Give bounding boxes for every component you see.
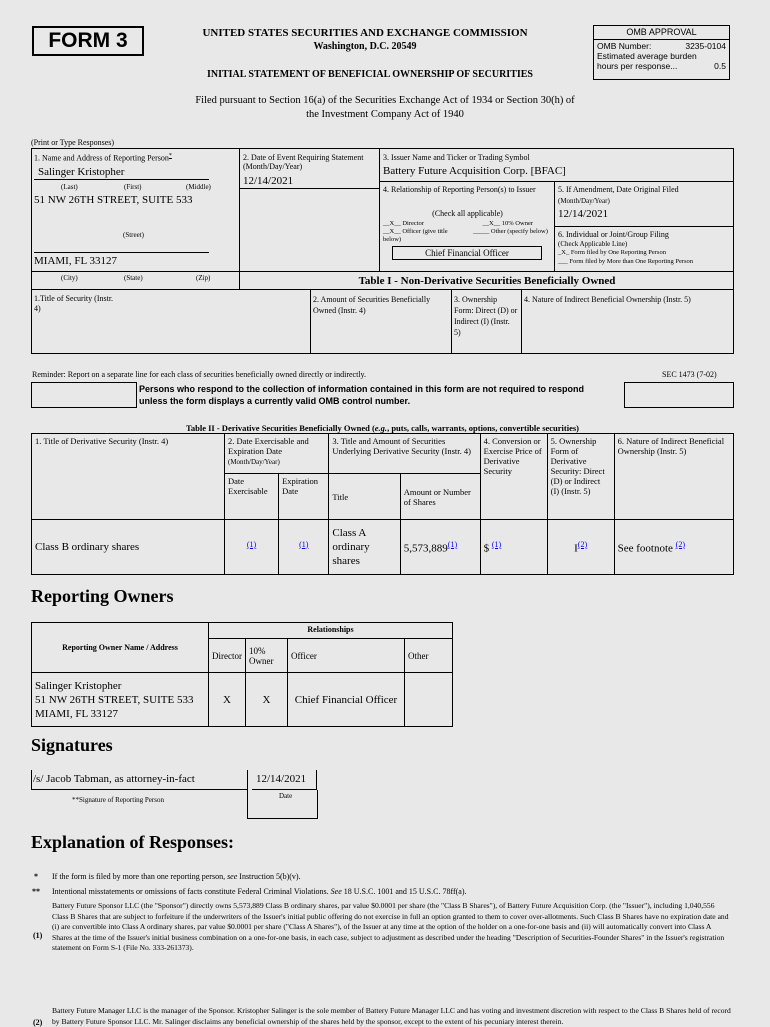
- box4-check: (Check all applicable): [432, 209, 503, 218]
- table1-title: Table I - Non-Derivative Securities Beneficially Owned: [240, 271, 734, 290]
- box2-label: 2. Date of Event Requiring Statement (Month/Day/Year): [243, 153, 364, 171]
- box5-label-small: (Month/Day/Year): [558, 197, 610, 205]
- one-person-filing: _X_ Form filed by One Reporting Person: [558, 249, 666, 256]
- officer-header: Officer: [288, 639, 405, 673]
- omb-burden-2: hours per response...: [597, 61, 678, 71]
- box6-label-small: (Check Applicable Line): [558, 240, 628, 248]
- box1-label-star: *: [168, 153, 172, 159]
- t2-row-nature: See footnote: [617, 542, 673, 555]
- relationships-header: Relationships: [209, 623, 453, 639]
- t2-row-form: I: [574, 542, 578, 555]
- box1: [31, 148, 240, 290]
- director-check: __X__ Director: [383, 220, 424, 227]
- box3: [380, 148, 734, 182]
- fn1-link[interactable]: (1): [447, 539, 458, 549]
- t2-row-amount: 5,573,889: [403, 542, 448, 555]
- statement-title: INITIAL STATEMENT OF BENEFICIAL OWNERSHIP OF SECURITIES: [206, 69, 533, 80]
- signatures-heading: Signatures: [31, 735, 113, 755]
- persons-notice-1: Persons who respond to the collection of information contained in this form are not required to respond: [139, 384, 585, 394]
- box5: [555, 182, 734, 227]
- t2-title: Title: [329, 474, 400, 520]
- form-title: FORM 3: [48, 29, 128, 52]
- table-row: [32, 673, 453, 727]
- table-row: [32, 520, 734, 575]
- box3-label: 3. Issuer Name and Ticker or Trading Symbol: [383, 153, 530, 162]
- table1-col2: 2. Amount of Securities Beneficially Owned (Instr. 4): [313, 295, 431, 315]
- fn1-link[interactable]: (1): [299, 539, 309, 549]
- omb-burden-1: Estimated average burden: [597, 51, 697, 61]
- fn2-text: Battery Future Manager LLC is the manager of the Sponsor. Kristopher Salinger is the sole member of Battery Future Manager LLC and has voting and investment discretion with respect to the Class B Shares held of record by Battery Future Sponsor LLC. Mr. Salinger disclaims any beneficial ownership of the shares held by the sponsor, except to the extent of his pecuniary interest therein.: [52, 1006, 731, 1026]
- table1-col3: 3. Ownership Form: Direct (D) or Indirect (I) (Instr. 5): [454, 295, 518, 337]
- fn1-text: Battery Future Sponsor LLC (the "Sponsor") directly owns 5,573,889 Class B ordinary shares, par value $0.0001 per share (the "Class B Shares"), of Battery Future Acquisition Corp. (the "Issuer"), including 1,040,556 Class B Shares that are subject to forfeiture if the underwriters of the Issuer's initial public offering do not exercise in full an option granted to them to cover over-allotments. Such Class B Shares have no expiration date and (i) are convertible into Class A ordinary shares, par value $0.0001 per share ("Class A Shares"), of the Issuer at any time at the option of the holder on a one-for-one basis and (ii) will automatically convert into Class A Shares at the time of the Issuer's initial business combination on a one-for-one basis, in each case, subject to adjustment as described under the heading "Description of Securities-Founder Shares" in the Issuer's registration statement on Form S-1 (File No. 333-261373).: [52, 901, 729, 953]
- event-date: 12/14/2021: [243, 175, 294, 187]
- city-label: (City): [61, 274, 78, 282]
- t2-col6: 6. Nature of Indirect Beneficial Ownership (Instr. 5): [614, 434, 733, 520]
- box6-label: 6. Individual or Joint/Group Filing: [558, 230, 669, 239]
- box5-label: 5. If Amendment, Date Original Filed: [558, 185, 679, 194]
- t2-security: Class B ordinary shares: [32, 520, 225, 575]
- agency-title: UNITED STATES SECURITIES AND EXCHANGE COMMISSION: [202, 27, 528, 39]
- box1-label: 1. Name and Address of Reporting Person: [34, 153, 169, 163]
- signer: /s/ Jacob Tabman, as attorney-in-fact: [33, 773, 195, 785]
- t2-row-price: $: [483, 542, 490, 555]
- street-label: (Street): [123, 231, 144, 239]
- date-label: Date: [279, 792, 293, 800]
- dstar-mark: **: [32, 887, 40, 896]
- fn2-link[interactable]: (2): [577, 539, 588, 549]
- fn2-mark: (2): [33, 1018, 43, 1027]
- reporting-person-name: Salinger Kristopher: [34, 164, 209, 180]
- t2-col4: 4. Conversion or Exercise Price of Derivative Security: [480, 434, 547, 520]
- signature-date: 12/14/2021: [256, 773, 307, 785]
- star-note: If the form is filed by more than one reporting person, see Instruction 5(b)(v).: [52, 872, 301, 881]
- filed-pursuant-2: the Investment Company Act of 1940: [306, 109, 464, 120]
- box6: [555, 227, 734, 271]
- reminder-text: Reminder: Report on a separate line for each class of securities beneficially owned directly or indirectly.: [32, 370, 367, 379]
- officer-check: __X__ Officer (give title below): [383, 228, 448, 243]
- omb-number: 3235-0104: [685, 41, 726, 51]
- other-header: Other: [405, 639, 453, 673]
- fn1-mark: (1): [33, 931, 43, 940]
- fn1-link[interactable]: (1): [491, 539, 502, 549]
- table1-col1: 1.Title of Security (Instr. 4): [34, 294, 114, 313]
- signature-label: **Signature of Reporting Person: [72, 796, 164, 804]
- owner-name-header: Reporting Owner Name / Address: [32, 623, 209, 673]
- dstar-note: Intentional misstatements or omissions of facts constitute Federal Criminal Violations. See 18 U.S.C. 1001 and 15 U.S.C. 78ff(a).: [52, 887, 467, 896]
- last-label: (Last): [61, 183, 78, 191]
- reporting-owners-heading: Reporting Owners: [31, 586, 174, 606]
- other-check: _____ Other (specify below): [473, 228, 548, 235]
- table2-title: Table II - Derivative Securities Beneficially Owned (e.g., puts, calls, warrants, options, convertible securities): [185, 423, 580, 433]
- state-label: (State): [124, 274, 143, 282]
- t2-col1: 1. Title of Derivative Security (Instr. 4): [32, 434, 225, 520]
- owner-addr2: MIAMI, FL 33127: [35, 707, 119, 720]
- persons-notice-2: unless the form displays a currently valid OMB control number.: [139, 396, 411, 406]
- t2-col3: 3. Title and Amount of Securities Underlying Derivative Security (Instr. 4): [329, 434, 480, 474]
- print-type-note: (Print or Type Responses): [31, 138, 115, 147]
- omb-number-label: OMB Number:: [597, 41, 652, 51]
- fn1-link[interactable]: (1): [246, 539, 257, 549]
- omb-approval-box: [593, 25, 730, 80]
- ten-pct-header: 10% Owner: [246, 639, 288, 673]
- fn2-link[interactable]: (2): [675, 539, 685, 549]
- owner-ten-pct: X: [246, 673, 288, 727]
- middle-label: (Middle): [186, 183, 211, 191]
- explanation-heading: Explanation of Responses:: [31, 832, 235, 852]
- owner-director: X: [209, 673, 246, 727]
- first-label: (First): [124, 183, 142, 191]
- owner-officer: Chief Financial Officer: [288, 673, 405, 727]
- omb-hours: 0.5: [714, 61, 726, 71]
- box4-label: 4. Relationship of Reporting Person(s) to Issuer: [383, 185, 536, 194]
- table2: [31, 433, 734, 575]
- filed-pursuant-1: Filed pursuant to Section 16(a) of the Securities Exchange Act of 1934 or Section 30(h) of: [195, 95, 575, 106]
- table1-col4: 4. Nature of Indirect Beneficial Ownership (Instr. 5): [524, 295, 691, 304]
- reminder-right-box: [624, 382, 734, 408]
- issuer-name: Battery Future Acquisition Corp. [BFAC]: [383, 165, 566, 177]
- t2-col2: 2. Date Exercisable and Expiration Date (Month/Day/Year): [225, 434, 329, 474]
- multi-person-filing: ___ Form filed by More than One Reporting Person: [558, 258, 694, 265]
- t2-amount: Amount or Number of Shares: [400, 474, 480, 520]
- reporting-owners-table: [31, 622, 453, 727]
- t2-date-ex: Date Exercisable: [225, 474, 279, 520]
- t2-col5: 5. Ownership Form of Derivative Security: Direct (D) or Indirect (I) (Instr. 5): [547, 434, 614, 520]
- box2: [240, 148, 380, 271]
- agency-location: Washington, D.C. 20549: [313, 41, 417, 52]
- omb-title: OMB APPROVAL: [594, 26, 729, 40]
- sec-number: SEC 1473 (7-02): [662, 370, 717, 379]
- ten-pct-check: __X__ 10% Owner: [482, 220, 533, 227]
- owner-addr1: 51 NW 26TH STREET, SUITE 533: [35, 693, 194, 706]
- street-value: 51 NW 26TH STREET, SUITE 533: [34, 194, 193, 206]
- city-value: MIAMI, FL 33127: [34, 255, 118, 267]
- t2-exp: Expiration Date: [279, 474, 329, 520]
- officer-title: Chief Financial Officer: [392, 246, 542, 260]
- amendment-date: 12/14/2021: [558, 208, 609, 220]
- star-mark: *: [34, 872, 38, 881]
- zip-label: (Zip): [196, 274, 211, 282]
- t2-row-title: Class A ordinary shares: [329, 520, 400, 575]
- owner-name: Salinger Kristopher: [35, 679, 122, 692]
- director-header: Director: [209, 639, 246, 673]
- form-title-box: [32, 26, 144, 56]
- reminder-left-box: [31, 382, 137, 408]
- box4: [380, 182, 555, 271]
